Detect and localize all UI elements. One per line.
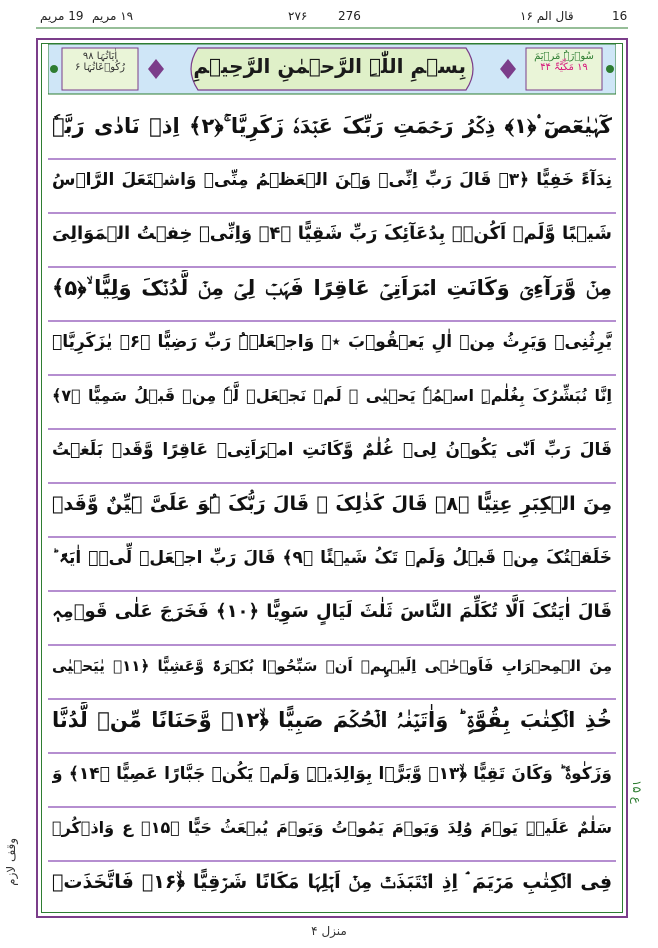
verse-line bbox=[48, 638, 616, 700]
waqf-note bbox=[4, 838, 28, 918]
verse-line bbox=[48, 206, 616, 268]
verse-line-text: قَالَ رَبِّ اَنّٰی یَکُوۡنُ لِیۡ غُلٰمٌ وَّکَانَتِ امۡرَاَتِیۡ عَاقِرًا وَّقَدۡ بَلَغۡتُ bbox=[52, 440, 612, 460]
verse-line-text: کٓہٰیٰعٓصٓ ۟﴿۱﴾ ذِکۡرُ رَحۡمَتِ رَبِّکَ عَبۡدَہٗ زَکَرِیَّا ۚ﴿۲﴾ اِذۡ نَادٰی رَبَّہٗ bbox=[52, 114, 612, 138]
ruku-marker bbox=[630, 780, 654, 840]
verse-line bbox=[48, 422, 616, 484]
header-page-arabic: ۲۷۶ bbox=[288, 9, 308, 23]
header-bar bbox=[0, 0, 658, 34]
surah-name-sub: ۱۹ مَکِّیَّۃٌ ۴۴ bbox=[540, 62, 588, 73]
verse-line-text: مِنۡ وَّرَآءِیۡ وَکَانَتِ امۡرَاَتِیۡ عَاقِرًا فَہَبۡ لِیۡ مِنۡ لَّدُنۡکَ وَلِیًّا ۙ﴿۵﴾ bbox=[52, 276, 612, 300]
bismillah: بِسۡمِ اللّٰہِ الرَّحۡمٰنِ الرَّحِیۡمِ bbox=[193, 54, 466, 78]
header-left-surah-number: 19 مریم bbox=[40, 9, 84, 23]
surah-ayat-count: اٰیَاتُہَا ۹۸ bbox=[82, 51, 118, 62]
verse-line-text: خَلَقۡتُکَ مِنۡ قَبۡلُ وَلَمۡ تَکُ شَیۡئًا ﴿۹﴾ قَالَ رَبِّ اجۡعَلۡ لِّیۡۤ اٰیَۃً ؕ bbox=[52, 548, 612, 568]
verse-line bbox=[48, 476, 616, 538]
verse-line-text: خُذِ الۡکِتٰبَ بِقُوَّۃٍ ؕ وَاٰتَیۡنٰہُ الۡحُکۡمَ صَبِیًّا ﴿ۙ۱۲﴾ وَّحَنَانًا مِّنۡ لَّدُنَّا bbox=[52, 708, 612, 732]
surah-ruku-count: رُکُوۡعَاتُہَا ۶ bbox=[74, 62, 125, 73]
header-juz-number: 16 bbox=[612, 9, 628, 23]
verse-line-text: مِنَ الۡکِبَرِ عِتِیًّا ﴿۸﴾ قَالَ کَذٰلِکَ ۚ قَالَ رَبُّکَ ہُوَ عَلَیَّ ہَیِّنٌ وَّقَدۡ bbox=[52, 493, 612, 515]
verse-line-text: قَالَ اٰیَتُکَ اَلَّا تُکَلِّمَ النَّاسَ ثَلٰثَ لَیَالٍ سَوِیًّا ﴿۱۰﴾ فَخَرَجَ عَلٰی قَوۡمِہٖ bbox=[52, 601, 612, 622]
verse-line-text: اِنَّا نُبَشِّرُکَ بِغُلٰمِۣ اسۡمُہٗ یَحۡیٰی ۙ لَمۡ نَجۡعَلۡ لَّہٗ مِنۡ قَبۡلُ سَمِیًّا ﴿۷﴾ bbox=[52, 386, 612, 405]
ruku-marker-text: ع ۱۵ bbox=[630, 780, 644, 804]
surah-info-box bbox=[62, 51, 138, 73]
verse-line-text: فِی الۡکِتٰبِ مَرۡیَمَ ۘ اِذِ انۡتَبَذَتۡ مِنۡ اَہۡلِہَا مَکَانًا شَرۡقِیًّا ﴿ۙ۱۶﴾ فَاتَّخَذَتۡ bbox=[52, 871, 612, 893]
verse-line bbox=[48, 854, 616, 914]
surah-banner bbox=[48, 42, 616, 96]
verse-line-text: سَلٰمٌ عَلَیۡہِ یَوۡمَ وُلِدَ وَیَوۡمَ یَمُوۡتُ وَیَوۡمَ یُبۡعَثُ حَیًّا ﴿۱۵﴾ ع وَاذۡکُرۡ bbox=[52, 818, 612, 837]
verse-line bbox=[48, 746, 616, 808]
verse-line bbox=[48, 530, 616, 592]
verse-line bbox=[48, 152, 616, 214]
verse-line bbox=[48, 368, 616, 430]
header-rule bbox=[0, 0, 658, 34]
header-left-surah-arabic: ۱۹ مریم bbox=[92, 9, 134, 23]
verse-line-text: یَّرِثُنِیۡ وَیَرِثُ مِنۡ اٰلِ یَعۡقُوۡبَ ٭ۖ وَاجۡعَلۡہُ رَبِّ رَضِیًّا ﴿۶﴾ یٰزَکَرِیَّاۤ bbox=[52, 332, 612, 352]
header-juz-arabic: قال الم ۱۶ bbox=[520, 9, 574, 23]
header-page-number: 276 bbox=[338, 9, 361, 23]
surah-name-box bbox=[526, 51, 602, 73]
verse-line-text: نِدَآءً خَفِیًّا ﴿۳﴾ قَالَ رَبِّ اِنِّیۡ وَہَنَ الۡعَظۡمُ مِنِّیۡ وَاشۡتَعَلَ الرَّاۡسُ bbox=[52, 170, 612, 190]
surah-name-label: سُوۡرَۃُ مَرۡیَمَ bbox=[534, 51, 594, 62]
verse-line bbox=[48, 260, 616, 322]
verse-line bbox=[48, 314, 616, 376]
verse-line-text: شَیۡبًا وَّلَمۡ اَکُنۡۢ بِدُعَآئِکَ رَبِّ شَقِیًّا ﴿۴﴾ وَاِنِّیۡ خِفۡتُ الۡمَوَالِیَ bbox=[52, 223, 612, 244]
verse-line bbox=[48, 98, 616, 160]
verse-line-text: مِنَ الۡمِحۡرَابِ فَاَوۡحٰۤی اِلَیۡہِمۡ اَنۡ سَبِّحُوۡا بُکۡرَۃً وَّعَشِیًّا ﴿۱۱﴾ یٰیَحۡیٰی bbox=[52, 657, 612, 675]
manzil-footer: منزل ۴ bbox=[311, 924, 347, 938]
waqf-note-text: وقف لازم bbox=[4, 838, 18, 886]
verse-line bbox=[48, 692, 616, 754]
verse-line bbox=[48, 800, 616, 862]
verse-line bbox=[48, 584, 616, 646]
verse-line-text: وَزَکٰوۃً ؕ وَکَانَ تَقِیًّا ﴿ۙ۱۳﴾ وَّبَرًّۢا بِوَالِدَیۡہِ وَلَمۡ یَکُنۡ جَبَّارًا عَصِیًّا ﴿۱۴﴾ وَ bbox=[52, 764, 612, 784]
